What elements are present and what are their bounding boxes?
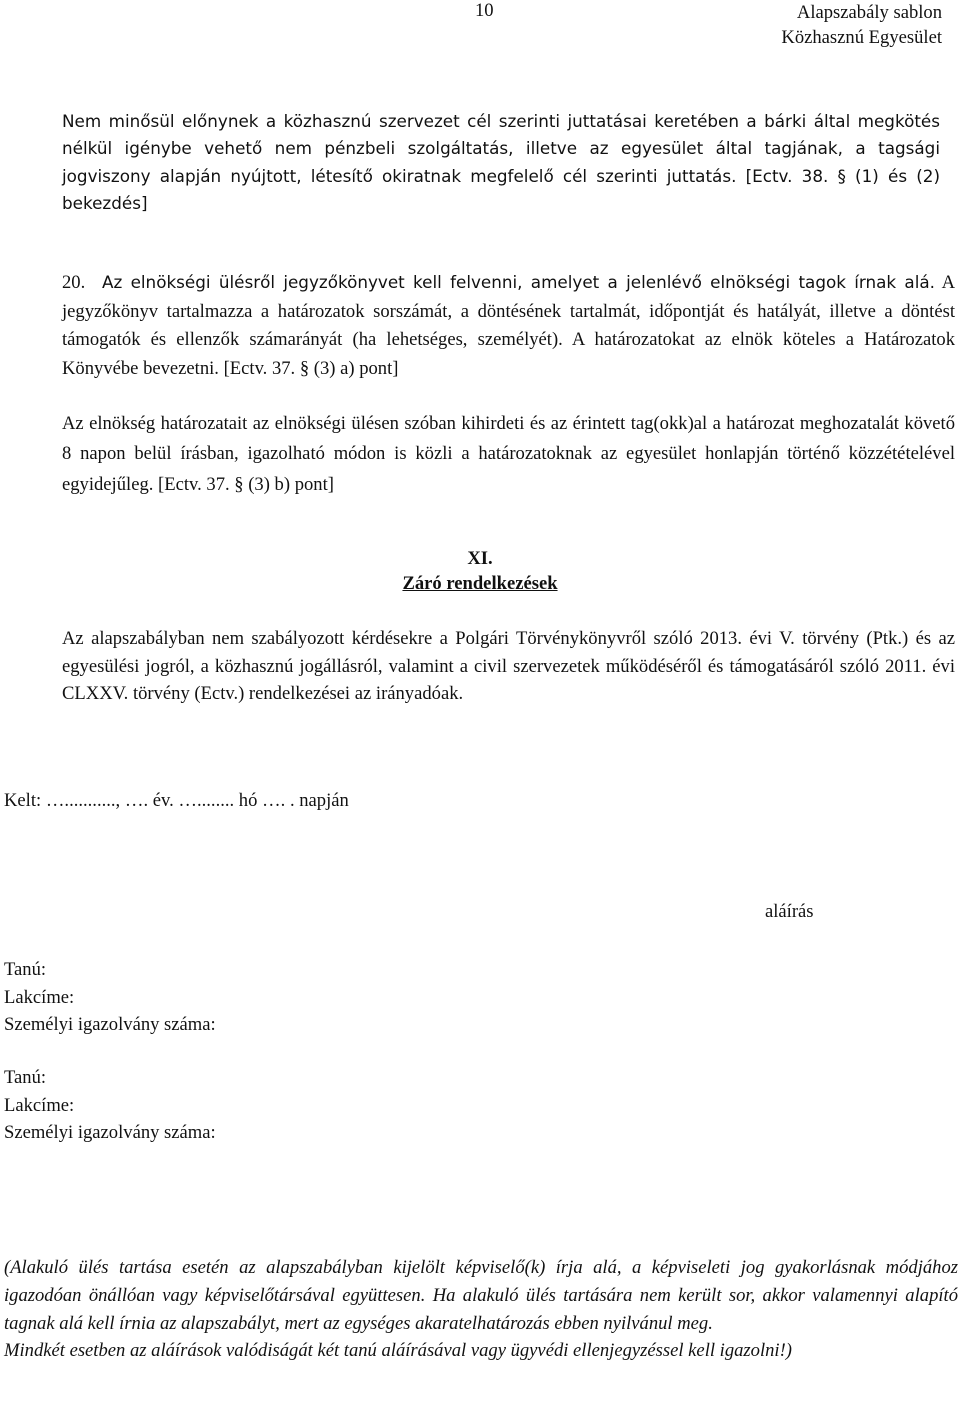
- point-20-text-serif: A jegyzőkönyv tartalmazza a határozatok sorszámát, a döntésének tartalmát, időpontját és hatályát, illetve a döntést támogatók és ellenzők számarányát (ha lehetséges, személyét). A határozatokat az elnök köteles a Határozatok Könyvébe bevezetni. [Ectv. 37. § (3) a) pont]: [62, 272, 955, 379]
- point-20-paragraph: [62, 268, 955, 383]
- date-place-line: Kelt: …..........., …. év. …........ hó …. . napján: [4, 790, 349, 811]
- witness-name-label: Tanú:: [4, 1067, 47, 1088]
- footnote-part-1: (Alakuló ülés tartása esetén az alapszabályban kijelölt képviselő(k) írja alá, a képviseleti jog gyakorlásnak módjához igazodóan önállóan vagy képviselőtársával együttesen. Ha alakuló ülés tartására nem került sor, akkor valamennyi alapító tagnak alá kell írnia az alapszabályt, mert az egységes akaratelhatározás ebben nyilvánul meg.: [4, 1257, 958, 1334]
- witness-address-label: Lakcíme:: [4, 1094, 75, 1116]
- witness-name-label: Tanú:: [4, 959, 47, 980]
- doc-subtitle: Közhasznú Egyesület: [781, 27, 942, 48]
- point-20-text-sans: Az elnökségi ülésről jegyzőkönyvet kell felvenni, amelyet a jelenlévő elnökségi tagok írnak alá.: [102, 272, 935, 292]
- board-decision-paragraph: Az elnökség határozatait az elnökségi ülésen szóban kihirdeti és az érintett tag(okk)al a határozat meghozatalát követő 8 napon belül írásban, igazolható módon is közli a határozatoknak az egyesület honlapján történő közzétételével egyidejűleg. [Ectv. 37. § (3) b) pont]: [62, 413, 955, 495]
- witness-block-2: [4, 1064, 216, 1147]
- witness-id-label: Személyi igazolvány száma:: [4, 1122, 216, 1144]
- witness-block-1: [4, 956, 216, 1039]
- signature-label: aláírás: [765, 901, 814, 922]
- closing-provisions-paragraph: Az alapszabályban nem szabályozott kérdésekre a Polgári Törvénykönyvről szóló 2013. évi V. törvény (Ptk.) és az egyesülési jogról, a közhasznú jogállásról, valamint a civil szervezetek működéséről és támogatásáról szóló 2011. évi CLXXV. törvény (Ectv.) rendelkezései az irányadóak.: [62, 628, 955, 705]
- running-header: [781, 0, 942, 50]
- doc-title: Alapszabály sablon: [796, 2, 942, 23]
- section-number: XI.: [467, 548, 493, 569]
- witness-address-label: Lakcíme:: [4, 986, 75, 1008]
- page-number: 10: [475, 0, 494, 21]
- point-number: 20.: [62, 272, 86, 293]
- witness-id-label: Személyi igazolvány száma:: [4, 1014, 216, 1036]
- footnote: [4, 1254, 958, 1365]
- intro-paragraph: Nem minősül előnynek a közhasznú szervezet cél szerinti juttatásai keretében a bárki által megkötés nélkül igénybe vehető nem pénzbeli szolgáltatás, illetve az egyesület által tagjának, a tagsági jogviszony alapján nyújtott, létesítő okiratnak megfelelő cél szerinti juttatás. [Ectv. 38. § (1) és (2) bekezdés]: [62, 111, 940, 213]
- section-title: Záró rendelkezések: [402, 573, 558, 594]
- footnote-part-2: Mindkét esetben az aláírások valódiságát két tanú aláírásával vagy ügyvédi ellenjegyzéssel kell igazolni!): [4, 1340, 792, 1362]
